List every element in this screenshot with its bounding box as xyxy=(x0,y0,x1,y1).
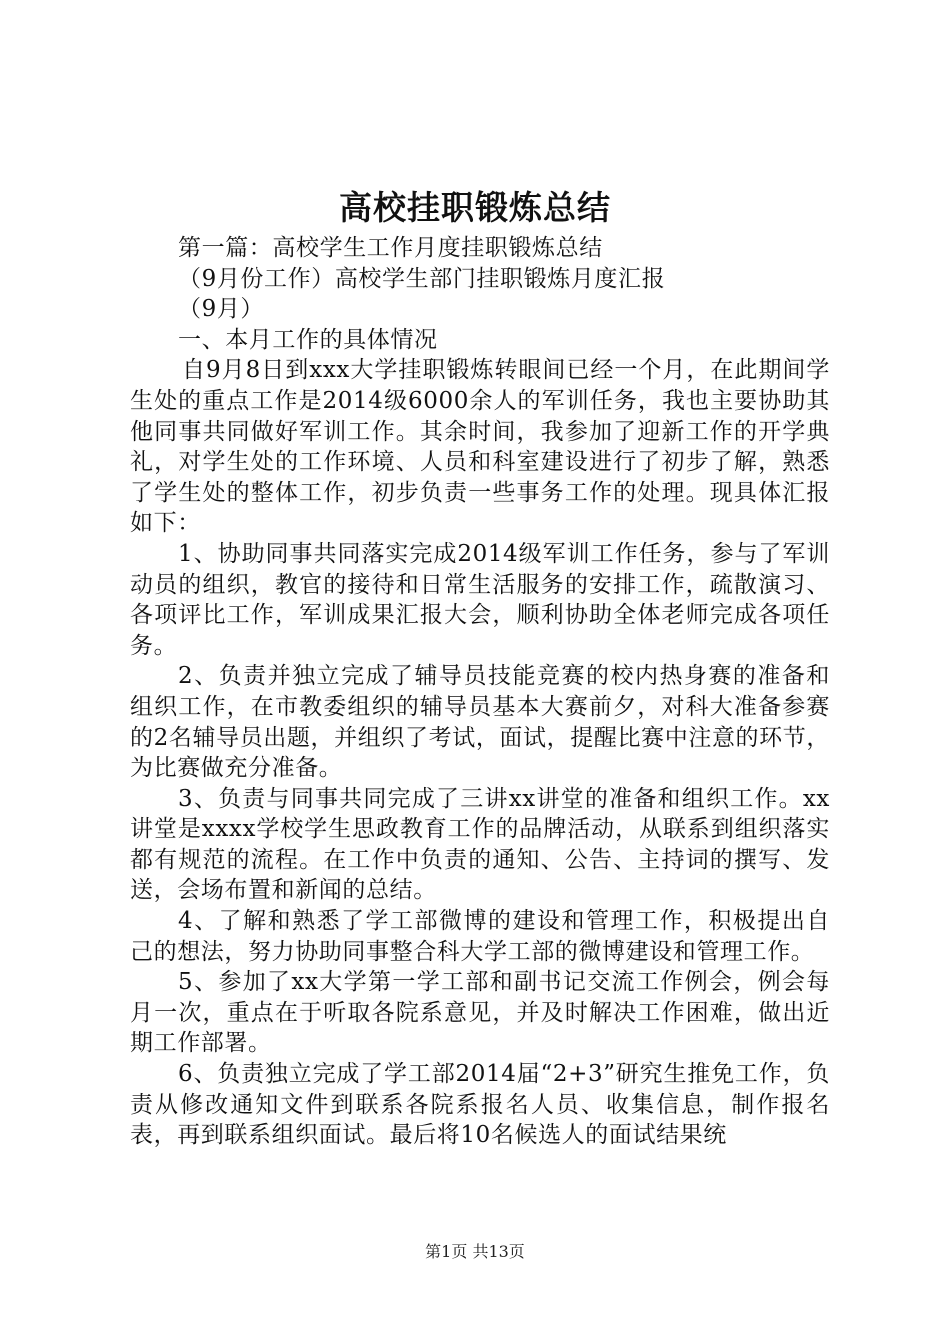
heading-first-article: 第一篇：高校学生工作月度挂职锻炼总结 xyxy=(178,235,603,261)
paragraph-item-5: 5、参加了xx大学第一学工部和副书记交流工作例会，例会每月一次，重点在于听取各院系意见，并及时解决工作困难，做出近期工作部署。 xyxy=(130,969,830,1057)
paragraph-item-2: 2、负责并独立完成了辅导员技能竞赛的校内热身赛的准备和组织工作，在市教委组织的辅导员基本大赛前夕，对科大准备参赛的2名辅导员出题，并组织了考试，面试，提醒比赛中注意的环节，为比赛做充分准备。 xyxy=(130,663,830,782)
paragraph-intro: 自9月8日到xxx大学挂职锻炼转眼间已经一个月，在此期间学生处的重点工作是2014级6000余人的军训任务，我也主要协助其他同事共同做好军训工作。其余时间，我参加了迎新工作的开学典礼，对学生处的工作环境、人员和科室建设进行了初步了解，熟悉了学生处的整体工作，初步负责一些事务工作的处理。现具体汇报如下： xyxy=(130,357,830,537)
document-title: 高校挂职锻炼总结 xyxy=(339,188,611,227)
document-body xyxy=(130,233,830,1151)
paragraph-item-4: 4、了解和熟悉了学工部微博的建设和管理工作，积极提出自己的想法，努力协助同事整合科大学工部的微博建设和管理工作。 xyxy=(130,908,830,965)
paragraph-item-6: 6、负责独立完成了学工部2014届“2+3”研究生推免工作，负责从修改通知文件到联系各院系报名人员、收集信息，制作报名表，再到联系组织面试。最后将10名候选人的面试结果统 xyxy=(130,1061,830,1149)
page-number-footer: 第1页 共13页 xyxy=(425,1242,525,1261)
section-heading: 一、本月工作的具体情况 xyxy=(178,326,438,353)
paragraph-item-3: 3、负责与同事共同完成了三讲xx讲堂的准备和组织工作。xx讲堂是xxxx学校学生思政教育工作的品牌活动，从联系到组织落实都有规范的流程。在工作中负责的通知、公告、主持词的撰写、发送，会场布置和新闻的总结。 xyxy=(130,785,830,904)
heading-month: （9月） xyxy=(178,296,265,323)
heading-report-title: （9月份工作）高校学生部门挂职锻炼月度汇报 xyxy=(178,265,666,292)
paragraph-item-1: 1、协助同事共同落实完成2014级军训工作任务，参与了军训动员的组织，教官的接待和日常生活服务的安排工作，疏散演习、各项评比工作，军训成果汇报大会，顺利协助全体老师完成各项任务。 xyxy=(130,540,830,659)
